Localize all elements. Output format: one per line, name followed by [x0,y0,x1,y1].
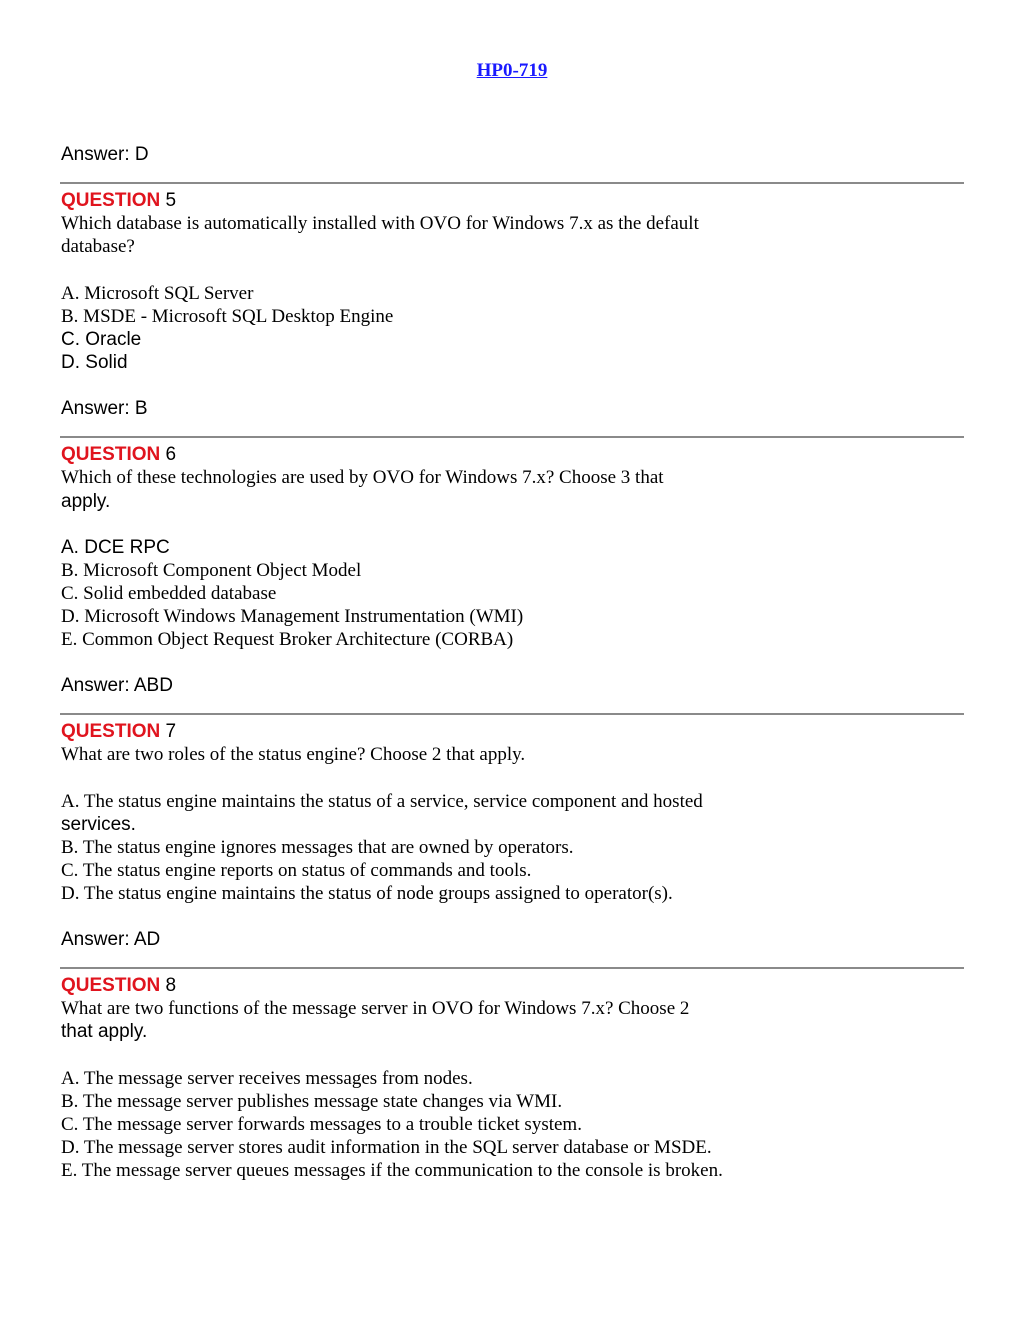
answer-option: C. The message server forwards messages to a trouble ticket system. [61,1114,582,1135]
question-label: QUESTION [61,975,161,996]
answer-option: E. The message server queues messages if the communication to the console is broken. [61,1160,723,1181]
answer-option: B. MSDE - Microsoft SQL Desktop Engine [61,306,394,327]
answer-option: E. Common Object Request Broker Architecture (CORBA) [61,629,514,650]
question-number: 5 [165,190,177,211]
question-label: QUESTION [61,721,161,742]
question-number: 8 [165,975,177,996]
question-label: QUESTION [61,444,161,465]
answer-option: D. Microsoft Windows Management Instrumentation (WMI) [61,606,524,627]
answer-option: A. The message server receives messages from nodes. [61,1068,473,1089]
answer-option: C. Oracle [61,329,142,350]
answer-option: A. The status engine maintains the status of a service, service component and hosted [61,791,703,812]
question-number: 6 [165,444,177,465]
question-label: QUESTION [61,190,161,211]
question-text: What are two functions of the message server in OVO for Windows 7.x? Choose 2 [61,998,690,1019]
previous-answer: Answer: D [61,144,149,165]
answer-option: D. The status engine maintains the status of node groups assigned to operator(s). [61,883,673,904]
answer-option: B. The status engine ignores messages that are owned by operators. [61,837,574,858]
question-text: apply. [61,491,111,512]
correct-answer: Answer: B [61,398,148,419]
answer-option: services. [61,814,136,835]
answer-option: C. Solid embedded database [61,583,277,604]
question-divider [60,182,964,184]
answer-option: A. DCE RPC [61,537,170,558]
answer-option: A. Microsoft SQL Server [61,283,254,304]
question-divider [60,436,964,438]
answer-option: C. The status engine reports on status of commands and tools. [61,860,532,881]
question-text: Which database is automatically installed with OVO for Windows 7.x as the default [61,213,699,234]
answer-option: D. The message server stores audit information in the SQL server database or MSDE. [61,1137,712,1158]
answer-option: D. Solid [61,352,128,373]
question-text: that apply. [61,1021,148,1042]
question-divider [60,967,964,969]
header-exam-code-link[interactable]: HP0-719 [476,60,548,81]
question-heading [61,974,176,997]
answer-option: B. The message server publishes message state changes via WMI. [61,1091,563,1112]
question-heading [61,443,176,466]
question-divider [60,713,964,715]
question-heading [61,189,176,212]
question-text: What are two roles of the status engine? Choose 2 that apply. [61,744,526,765]
answer-option: B. Microsoft Component Object Model [61,560,362,581]
correct-answer: Answer: ABD [61,675,173,696]
correct-answer: Answer: AD [61,929,161,950]
question-text: database? [61,236,135,257]
question-text: Which of these technologies are used by OVO for Windows 7.x? Choose 3 that [61,467,664,488]
question-number: 7 [165,721,177,742]
question-heading [61,720,176,743]
